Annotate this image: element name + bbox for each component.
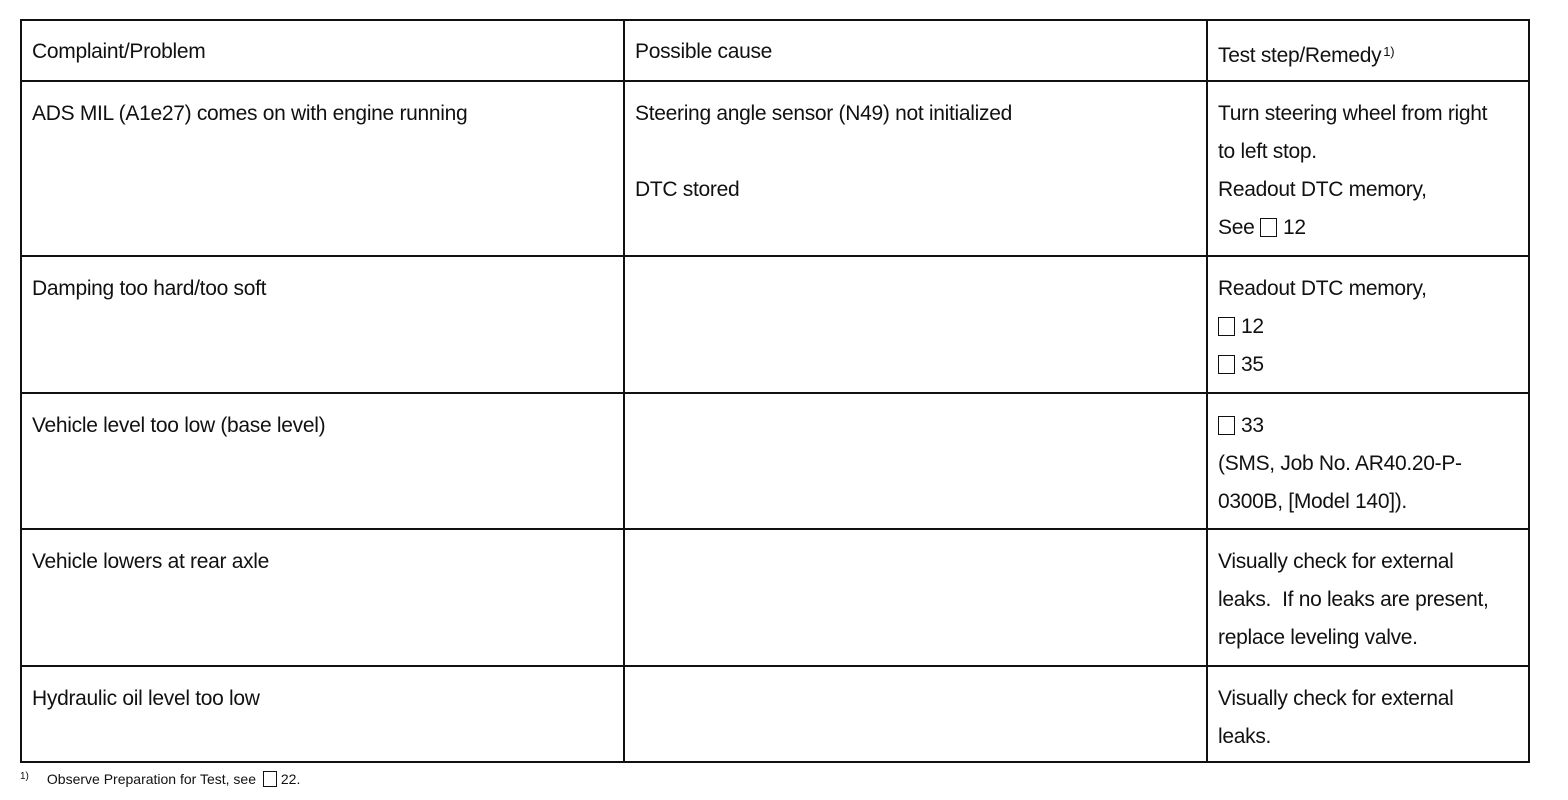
table-row [21, 666, 1529, 762]
complaint-text: Vehicle lowers at rear axle [32, 550, 270, 573]
remedy-text: Turn steering wheel from right [1218, 102, 1488, 125]
remedy-reference-line [1218, 407, 1518, 445]
diagnosis-table-container [20, 19, 1528, 763]
remedy-text: 0300B, [Model 140]). [1218, 490, 1407, 513]
remedy-cell [1207, 666, 1529, 762]
cause-cell [624, 393, 1207, 529]
remedy-text: replace leveling valve. [1218, 626, 1418, 649]
cause-cell [624, 81, 1207, 256]
complaint-cell [21, 666, 624, 762]
reference-number: 35 [1241, 353, 1264, 376]
cause-cell [624, 256, 1207, 393]
header-footnote-mark: 1) [1383, 44, 1395, 59]
cause-cell [624, 529, 1207, 666]
header-remedy-label: Test step/Remedy [1218, 44, 1382, 67]
diagnosis-table [20, 19, 1530, 763]
remedy-text: Readout DTC memory, [1218, 178, 1427, 201]
reference-box-icon [1218, 355, 1235, 374]
footnote-reference: 22. [280, 771, 301, 787]
reference-box-icon [1218, 317, 1235, 336]
spacer [635, 133, 1196, 171]
cause-cell [624, 666, 1207, 762]
complaint-text: ADS MIL (A1e27) comes on with engine running [32, 102, 468, 125]
remedy-text: Visually check for external [1218, 550, 1454, 573]
remedy-text: leaks. [1218, 725, 1272, 748]
reference-number: 12 [1283, 216, 1306, 239]
header-complaint-label: Complaint/Problem [32, 40, 206, 63]
table-row [21, 393, 1529, 529]
header-complaint [21, 20, 624, 81]
complaint-cell [21, 529, 624, 666]
cause-text: DTC stored [635, 178, 740, 201]
remedy-text: to left stop. [1218, 140, 1317, 163]
table-row [21, 529, 1529, 666]
cause-text: Steering angle sensor (N49) not initialized [635, 102, 1012, 125]
remedy-text: Readout DTC memory, [1218, 277, 1427, 300]
complaint-cell [21, 256, 624, 393]
table-row [21, 256, 1529, 393]
footnote-text: Observe Preparation for Test, see [46, 771, 256, 787]
header-cause-label: Possible cause [635, 40, 773, 63]
header-remedy [1207, 20, 1529, 81]
header-cause [624, 20, 1207, 81]
complaint-text: Damping too hard/too soft [32, 277, 267, 300]
reference-number: 12 [1241, 315, 1264, 338]
remedy-cell [1207, 529, 1529, 666]
remedy-reference-line [1218, 308, 1518, 346]
complaint-text: Vehicle level too low (base level) [32, 414, 326, 437]
remedy-reference-line [1218, 209, 1518, 247]
remedy-cell [1207, 81, 1529, 256]
table-row [21, 81, 1529, 256]
remedy-text: Visually check for external [1218, 687, 1454, 710]
complaint-text: Hydraulic oil level too low [32, 687, 260, 710]
remedy-cell [1207, 256, 1529, 393]
complaint-cell [21, 393, 624, 529]
reference-box-icon [263, 771, 277, 787]
reference-box-icon [1260, 218, 1277, 237]
remedy-text: See [1218, 216, 1255, 239]
reference-box-icon [1218, 416, 1235, 435]
footnote [20, 766, 300, 790]
remedy-cell [1207, 393, 1529, 529]
footnote-mark: 1) [20, 771, 29, 782]
remedy-text: leaks. If no leaks are present, [1218, 588, 1489, 611]
reference-number: 33 [1241, 414, 1264, 437]
complaint-cell [21, 81, 624, 256]
remedy-text: (SMS, Job No. AR40.20-P- [1218, 452, 1462, 475]
remedy-reference-line [1218, 346, 1518, 384]
table-header-row [21, 20, 1529, 81]
